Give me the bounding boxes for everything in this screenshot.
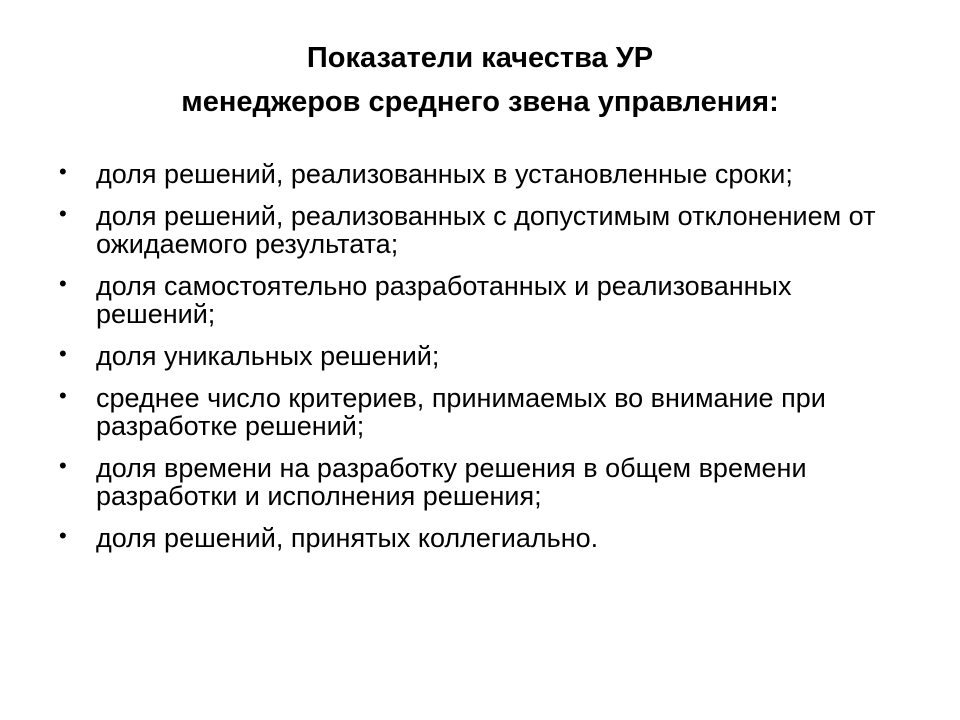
- bullet-icon: •: [59, 159, 67, 184]
- bullet-text: доля решений, реализованных с допустимым отклонением от ожидаемого результата;: [96, 201, 876, 259]
- bullet-text: доля решений, принятых коллегиально.: [96, 523, 599, 553]
- bullet-text: доля времени на разработку решения в общем времени разработки и исполнения решения;: [96, 453, 807, 511]
- bullet-item: [56, 342, 916, 370]
- bullet-icon: •: [59, 271, 67, 296]
- bullet-item: [56, 454, 916, 510]
- bullet-icon: •: [59, 453, 67, 478]
- bullet-item: [56, 272, 916, 328]
- bullet-text: доля уникальных решений;: [96, 341, 440, 371]
- slide-title-line-1: Показатели качества УР: [306, 42, 654, 74]
- bullet-icon: •: [59, 383, 67, 408]
- bullet-icon: •: [59, 341, 67, 366]
- slide-title-line-2: менеджеров среднего звена управления:: [181, 86, 779, 118]
- bullet-text: доля решений, реализованных в установленные сроки;: [96, 159, 793, 189]
- bullet-icon: •: [59, 523, 67, 548]
- bullet-text: доля самостоятельно разработанных и реализованных решений;: [96, 271, 792, 329]
- slide-title: [60, 36, 900, 124]
- bullet-text: среднее число критериев, принимаемых во внимание при разработке решений;: [96, 383, 826, 441]
- bullet-icon: •: [59, 201, 67, 226]
- bullet-item: [56, 384, 916, 440]
- bullet-item: [56, 524, 916, 552]
- bullet-item: [56, 202, 916, 258]
- bullet-item: [56, 160, 916, 188]
- bullet-list: [56, 160, 916, 566]
